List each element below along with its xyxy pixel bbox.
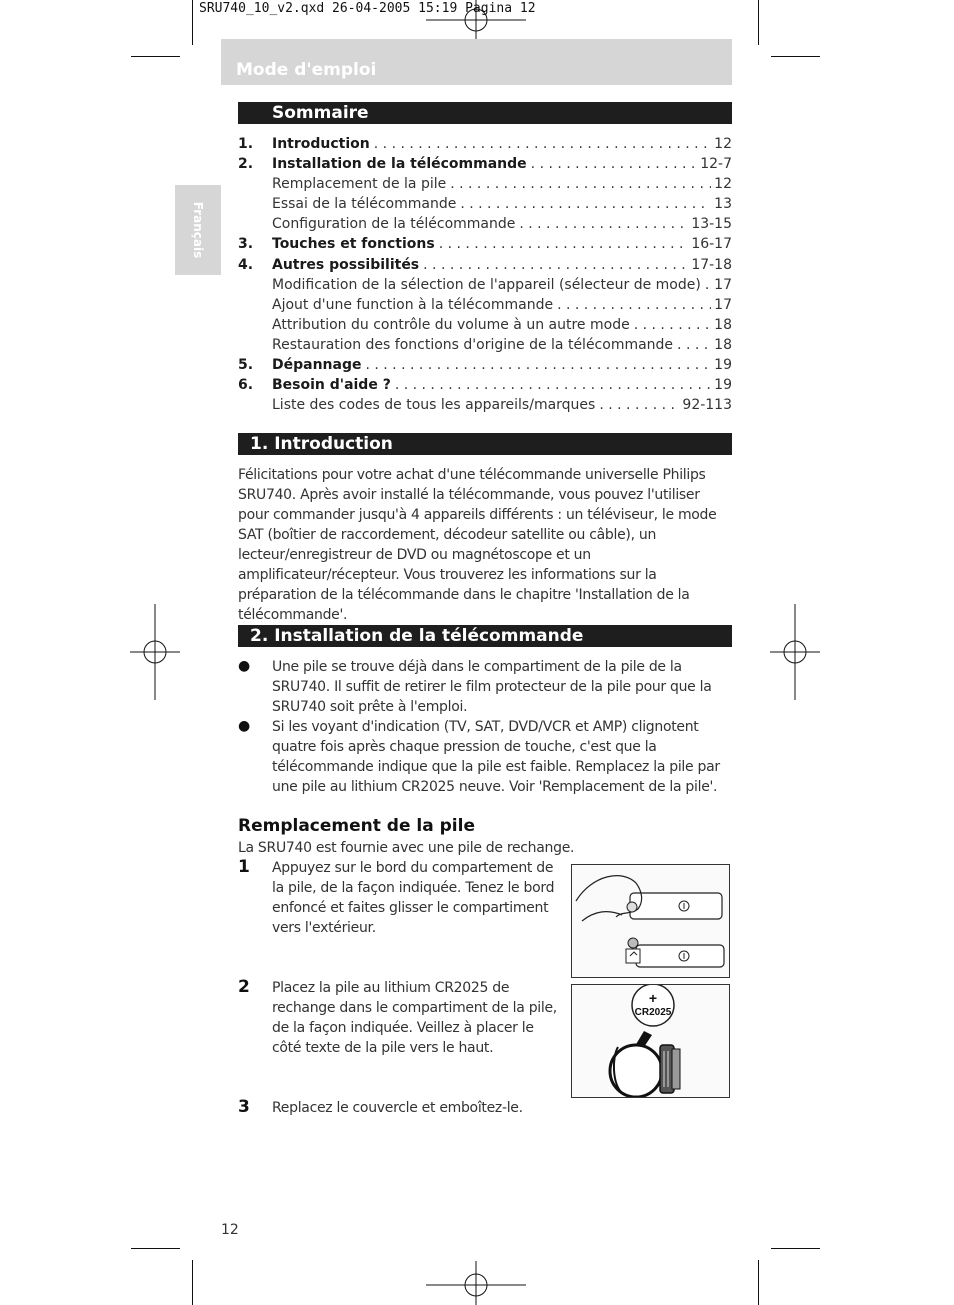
toc-leader-dots (395, 375, 711, 395)
registration-mark-bottom (426, 1261, 526, 1305)
language-tab-label: Français (191, 201, 205, 259)
toc-entry-page: 13 (714, 196, 732, 213)
toc-entry (238, 355, 732, 375)
toc-entry (238, 174, 732, 194)
list-item (238, 657, 732, 717)
crop-mark (758, 1260, 759, 1305)
toc-leader-dots (519, 214, 688, 234)
toc-entry-number: 4. (238, 256, 254, 273)
toc-entry (238, 295, 732, 315)
toc-entry-title: Introduction (272, 136, 370, 152)
toc-entry-page: 13-15 (691, 216, 732, 233)
toc-leader-dots (460, 194, 711, 214)
toc-entry-number: 5. (238, 357, 254, 374)
toc-entry-title: Dépannage (272, 357, 362, 374)
step-number: 1 (238, 857, 250, 877)
toc-leader-dots (439, 234, 689, 254)
intro-paragraph: Félicitations pour votre achat d'une télécommande universelle Philips SRU740. Après avoir installé la télécommande, vous pouvez l'utiliser pour commander jusqu'à 4 appareils différents : un téléviseur, le mode SAT (boîtier de raccordement, décodeur satellite ou câble), un lecteur/enregistreur de DVD ou magnétoscope et un amplificateur/récepteur. Vous trouverez les informations sur la préparation de la télécommande dans le chapitre 'Installation de la télécommande'. (238, 467, 717, 623)
step-number: 2 (238, 977, 250, 997)
toc-entry-page: 12 (714, 176, 732, 193)
toc-entry (238, 335, 732, 355)
toc-entry-title: Installation de la télécommande (272, 156, 527, 173)
toc-entry-title: Remplacement de la pile (272, 176, 447, 193)
toc-entry (238, 275, 732, 295)
toc-entry-title: Restauration des fonctions d'origine de la télécommande (272, 336, 674, 353)
battery-compartment-illustration (571, 864, 730, 978)
bullet-text: Une pile se trouve déjà dans le compartiment de la pile de la SRU740. Il suffit de retirer le film protecteur de la pile pour que la SRU740 soit prête à l'emploi. (272, 659, 712, 715)
toc-entry-title: Besoin d'aide ? (272, 377, 391, 394)
toc-entry-page: 18 (714, 336, 732, 353)
toc-entry-title: Ajout d'une function à la télécommande (272, 296, 554, 313)
step-text: Appuyez sur le bord du compartement de la pile, de la façon indiquée. Tenez le bord enfoncé et faites glisser le compartiment vers l'extérieur. (272, 860, 555, 936)
toc-entry (238, 134, 732, 154)
battery-model-label: CR2025 (634, 1007, 672, 1018)
toc-entry-page: 19 (714, 357, 732, 374)
bullet-icon: ● (238, 658, 250, 674)
step-number: 3 (238, 1097, 250, 1117)
install-heading: 2. Installation de la télécommande (238, 625, 732, 647)
toc-entry-page: 17 (714, 276, 732, 293)
toc-entry-title: Modification de la sélection de l'appareil (sélecteur de mode) (272, 276, 701, 293)
toc-entry-page: 17-18 (691, 256, 732, 273)
toc-entry-title: Attribution du contrôle du volume à un autre mode (272, 316, 630, 333)
toc-leader-dots (557, 295, 711, 315)
battery-heading: Remplacement de la pile (238, 816, 475, 836)
battery-insertion-illustration (571, 984, 730, 1098)
toc-entry (238, 194, 732, 214)
toc-leader-dots (634, 315, 711, 335)
battery-plus-label: + (648, 990, 658, 1006)
list-item (238, 717, 732, 797)
toc-leader-dots (531, 154, 698, 174)
intro-heading: 1. Introduction (238, 433, 732, 455)
toc-entry (238, 234, 732, 254)
toc-leader-dots (423, 255, 688, 275)
toc-leader-dots (374, 134, 711, 154)
toc-entry-number: 6. (238, 377, 254, 394)
crop-mark (192, 1260, 193, 1305)
toc-entry-page: 18 (714, 316, 732, 333)
toc-entry-number: 3. (238, 236, 254, 253)
toc-entry-title: Configuration de la télécommande (272, 216, 516, 233)
crop-mark (131, 56, 180, 57)
step-text: Replacez le couvercle et emboîtez-le. (272, 1100, 523, 1116)
page-number: 12 (221, 1222, 239, 1238)
toc-heading: Sommaire (238, 102, 732, 124)
toc-entry (238, 214, 732, 234)
toc-entry-page: 12 (714, 136, 732, 152)
toc-entry-title: Autres possibilités (272, 256, 420, 273)
toc-entry-number: 1. (238, 136, 254, 152)
toc-entry-number: 2. (238, 156, 254, 173)
bullet-icon: ● (238, 718, 250, 734)
battery-intro: La SRU740 est fournie avec une pile de rechange. (238, 840, 575, 856)
toc-entry-page: 19 (714, 377, 732, 394)
registration-mark-right (770, 604, 820, 700)
toc-leader-dots (365, 355, 711, 375)
crop-mark (758, 0, 759, 45)
toc-entry (238, 154, 732, 174)
toc-leader-dots (450, 174, 711, 194)
toc-entry-title: Essai de la télécommande (272, 196, 457, 213)
crop-mark (192, 0, 193, 45)
toc-entry (238, 395, 732, 415)
toc-entry-page: 92-113 (682, 397, 732, 414)
crop-mark (771, 1248, 820, 1249)
toc-entry-page: 17 (714, 296, 732, 313)
toc-entry-page: 12-7 (700, 156, 732, 173)
step-text: Placez la pile au lithium CR2025 de rechange dans le compartiment de la pile, de la façon indiquée. Veillez à placer le côté texte de la pile vers le haut. (272, 980, 557, 1056)
page-title: Mode d'emploi (236, 60, 377, 80)
toc-entry-page: 16-17 (691, 236, 732, 253)
crop-mark (131, 1248, 180, 1249)
registration-mark-left (130, 604, 180, 700)
print-slug: SRU740_10_v2.qxd 26-04-2005 15:19 Pagina 12 (199, 1, 536, 16)
toc-entry (238, 315, 732, 335)
toc-entry-title: Touches et fonctions (272, 236, 435, 253)
toc-entry-title: Liste des codes de tous les appareils/marques (272, 397, 596, 414)
toc-entry (238, 375, 732, 395)
crop-mark (771, 56, 820, 57)
toc-leader-dots (599, 395, 679, 415)
toc-entry (238, 255, 732, 275)
bullet-text: Si les voyant d'indication (TV, SAT, DVD/VCR et AMP) clignotent quatre fois après chaque pression de touche, c'est que la télécommande indique que la pile est faible. Remplacez la pile par une pile au lithium CR2025 neuve. Voir 'Remplacement de la pile'. (272, 719, 720, 795)
table-of-contents (238, 134, 732, 415)
toc-leader-dots (677, 335, 711, 355)
